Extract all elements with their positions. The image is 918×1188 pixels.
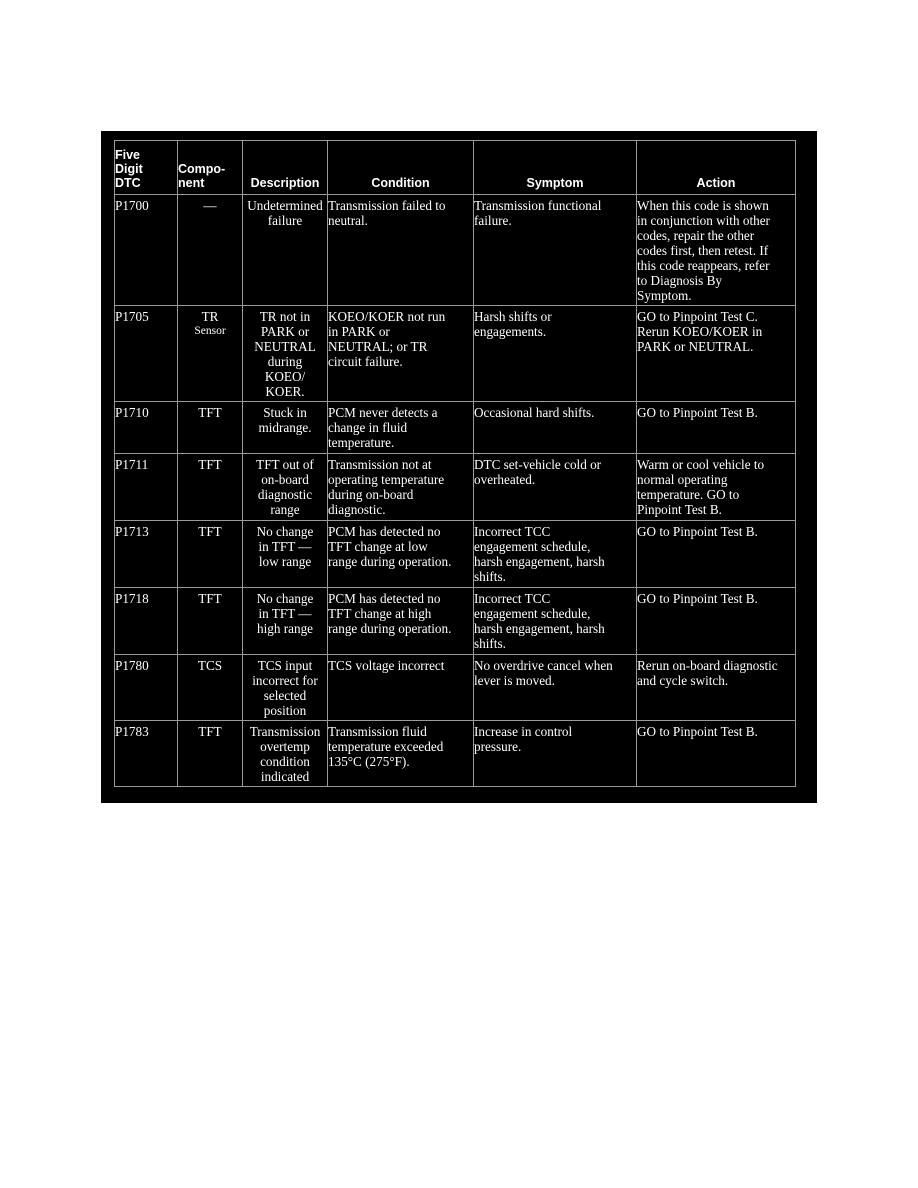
cell-action <box>637 402 796 454</box>
cell-description-line: condition <box>260 754 310 769</box>
cell-symptom-line: overheated. <box>474 472 536 487</box>
cell-action <box>637 306 796 402</box>
cell-action <box>637 521 796 588</box>
cell-action <box>637 195 796 306</box>
cell-component-line: TFT <box>198 591 222 606</box>
cell-description-line: KOER. <box>265 384 305 399</box>
cell-action-line: GO to Pinpoint Test C. <box>637 309 758 324</box>
cell-component <box>178 454 243 521</box>
cell-component-line: TFT <box>198 524 222 539</box>
cell-description-line: indicated <box>260 769 310 784</box>
cell-component <box>178 655 243 721</box>
cell-component <box>178 306 243 402</box>
table-body <box>115 195 796 787</box>
header-action: Action <box>637 141 796 195</box>
cell-description-line: No change <box>256 524 314 539</box>
cell-condition-line: 135°C (275°F). <box>328 754 410 769</box>
cell-symptom <box>474 306 637 402</box>
cell-symptom <box>474 454 637 521</box>
cell-description <box>243 306 328 402</box>
cell-description-line: low range <box>258 554 312 569</box>
cell-description-line: TFT out of <box>256 457 314 472</box>
header-dtc <box>115 141 178 195</box>
cell-condition-line: KOEO/KOER not run <box>328 309 446 324</box>
cell-condition-line: PCM has detected no <box>328 524 441 539</box>
cell-symptom <box>474 588 637 655</box>
cell-description-line: position <box>263 703 307 718</box>
cell-action <box>637 454 796 521</box>
cell-condition <box>328 588 474 655</box>
cell-action-line: codes, repair the other <box>637 228 755 243</box>
cell-symptom <box>474 655 637 721</box>
table-row <box>115 721 796 787</box>
header-component-line: nent <box>178 176 205 190</box>
cell-component <box>178 721 243 787</box>
cell-condition <box>328 721 474 787</box>
header-condition: Condition <box>328 141 474 195</box>
cell-action-line: to Diagnosis By <box>637 273 722 288</box>
table-row <box>115 454 796 521</box>
cell-action-line: GO to Pinpoint Test B. <box>637 724 758 739</box>
cell-symptom-line: failure. <box>474 213 512 228</box>
cell-description-line: high range <box>256 621 314 636</box>
cell-symptom-line: lever is moved. <box>474 673 555 688</box>
cell-condition-line: during on-board <box>328 487 414 502</box>
table-row <box>115 521 796 588</box>
cell-dtc: P1700 <box>115 195 178 306</box>
cell-description-line: midrange. <box>258 420 312 435</box>
cell-symptom-line: Incorrect TCC <box>474 591 551 606</box>
dtc-table <box>114 140 796 787</box>
cell-symptom-line: shifts. <box>474 636 506 651</box>
cell-description <box>243 195 328 306</box>
cell-symptom-line: harsh engagement, harsh <box>474 621 605 636</box>
cell-symptom-line: engagements. <box>474 324 547 339</box>
cell-action-line: Rerun KOEO/KOER in <box>637 324 763 339</box>
header-component <box>178 141 243 195</box>
cell-description-line: Transmission <box>249 724 321 739</box>
cell-dtc: P1718 <box>115 588 178 655</box>
cell-description-line: range <box>270 502 300 517</box>
cell-symptom-line: Increase in control <box>474 724 573 739</box>
cell-symptom-line: pressure. <box>474 739 522 754</box>
cell-symptom-line: harsh engagement, harsh <box>474 554 605 569</box>
cell-symptom-line: DTC set-vehicle cold or <box>474 457 602 472</box>
cell-description-line: No change <box>256 591 314 606</box>
header-component-line: Compo- <box>178 162 226 176</box>
cell-description-line: TR not in <box>259 309 311 324</box>
cell-symptom-line: engagement schedule, <box>474 539 591 554</box>
cell-condition <box>328 521 474 588</box>
cell-description-line: Stuck in <box>263 405 307 420</box>
header-dtc-line: Digit <box>115 162 143 176</box>
cell-symptom-line: Occasional hard shifts. <box>474 405 595 420</box>
cell-description-line: in TFT — <box>258 606 312 621</box>
cell-condition <box>328 195 474 306</box>
cell-condition-line: TFT change at high <box>328 606 432 621</box>
cell-symptom-line: No overdrive cancel when <box>474 658 613 673</box>
cell-symptom-line: engagement schedule, <box>474 606 591 621</box>
cell-condition-line: temperature exceeded <box>328 739 444 754</box>
cell-dtc: P1783 <box>115 721 178 787</box>
cell-condition-line: range during operation. <box>328 554 452 569</box>
header-row <box>115 141 796 195</box>
cell-component-line: — <box>203 198 217 213</box>
header-dtc-line: Five <box>115 148 141 162</box>
cell-component-line: Sensor <box>194 325 226 337</box>
cell-dtc: P1780 <box>115 655 178 721</box>
cell-symptom-line: Transmission functional <box>474 198 602 213</box>
cell-dtc: P1713 <box>115 521 178 588</box>
cell-action-line: Warm or cool vehicle to <box>637 457 765 472</box>
cell-action-line: normal operating <box>637 472 728 487</box>
cell-condition-line: PCM never detects a <box>328 405 438 420</box>
cell-description <box>243 721 328 787</box>
cell-condition-line: PCM has detected no <box>328 591 441 606</box>
cell-condition-line: Transmission fluid <box>328 724 427 739</box>
cell-condition-line: circuit failure. <box>328 354 403 369</box>
cell-description-line: during <box>267 354 303 369</box>
cell-component <box>178 195 243 306</box>
cell-dtc: P1710 <box>115 402 178 454</box>
cell-dtc: P1705 <box>115 306 178 402</box>
cell-condition-line: Transmission not at <box>328 457 432 472</box>
cell-action-line: in conjunction with other <box>637 213 770 228</box>
cell-component-line: TR <box>201 309 219 324</box>
cell-action <box>637 588 796 655</box>
table-row <box>115 195 796 306</box>
cell-description-line: TCS input <box>257 658 313 673</box>
cell-component-line: TFT <box>198 405 222 420</box>
cell-description-line: selected <box>263 688 307 703</box>
cell-condition-line: neutral. <box>328 213 368 228</box>
cell-condition-line: Transmission failed to <box>328 198 446 213</box>
cell-description <box>243 521 328 588</box>
cell-symptom <box>474 721 637 787</box>
table-row <box>115 588 796 655</box>
cell-component-line: TFT <box>198 724 222 739</box>
cell-description-line: NEUTRAL <box>254 339 316 354</box>
cell-condition <box>328 402 474 454</box>
table-row <box>115 402 796 454</box>
cell-component <box>178 588 243 655</box>
cell-condition-line: NEUTRAL; or TR <box>328 339 428 354</box>
cell-action <box>637 655 796 721</box>
cell-description-line: in TFT — <box>258 539 312 554</box>
cell-condition-line: change in fluid <box>328 420 408 435</box>
cell-description-line: KOEO/ <box>264 369 306 384</box>
cell-action-line: GO to Pinpoint Test B. <box>637 405 758 420</box>
cell-description-line: incorrect for <box>252 673 318 688</box>
cell-component-line: TFT <box>198 457 222 472</box>
cell-description <box>243 402 328 454</box>
cell-symptom-line: shifts. <box>474 569 506 584</box>
cell-action <box>637 721 796 787</box>
cell-component <box>178 402 243 454</box>
cell-action-line: PARK or NEUTRAL. <box>637 339 754 354</box>
table-panel <box>101 131 817 803</box>
cell-description <box>243 655 328 721</box>
cell-condition-line: TCS voltage incorrect <box>328 658 445 673</box>
cell-action-line: Pinpoint Test B. <box>637 502 722 517</box>
cell-condition-line: diagnostic. <box>328 502 386 517</box>
cell-description <box>243 588 328 655</box>
cell-symptom <box>474 521 637 588</box>
cell-condition-line: operating temperature <box>328 472 445 487</box>
cell-description-line: overtemp <box>260 739 310 754</box>
cell-component <box>178 521 243 588</box>
header-symptom: Symptom <box>474 141 637 195</box>
cell-description-line: Undetermined <box>247 198 323 213</box>
cell-condition <box>328 306 474 402</box>
cell-symptom <box>474 195 637 306</box>
cell-action-line: Symptom. <box>637 288 692 303</box>
header-dtc-line: DTC <box>115 176 141 190</box>
cell-action-line: GO to Pinpoint Test B. <box>637 524 758 539</box>
cell-action-line: codes first, then retest. If <box>637 243 769 258</box>
cell-description-line: on-board <box>261 472 309 487</box>
cell-symptom-line: Harsh shifts or <box>474 309 552 324</box>
table-row <box>115 306 796 402</box>
cell-action-line: temperature. GO to <box>637 487 740 502</box>
table-row <box>115 655 796 721</box>
cell-action-line: this code reappears, refer <box>637 258 770 273</box>
cell-description <box>243 454 328 521</box>
cell-condition <box>328 454 474 521</box>
header-description: Description <box>243 141 328 195</box>
cell-dtc: P1711 <box>115 454 178 521</box>
cell-description-line: PARK or <box>260 324 310 339</box>
cell-component-line: TCS <box>197 658 223 673</box>
cell-condition-line: in PARK or <box>328 324 390 339</box>
cell-action-line: Rerun on-board diagnostic <box>637 658 778 673</box>
cell-symptom-line: Incorrect TCC <box>474 524 551 539</box>
cell-action-line: When this code is shown <box>637 198 769 213</box>
cell-condition-line: TFT change at low <box>328 539 428 554</box>
cell-description-line: diagnostic <box>257 487 313 502</box>
cell-symptom <box>474 402 637 454</box>
cell-action-line: and cycle switch. <box>637 673 729 688</box>
cell-condition-line: range during operation. <box>328 621 452 636</box>
cell-condition <box>328 655 474 721</box>
cell-condition-line: temperature. <box>328 435 395 450</box>
cell-action-line: GO to Pinpoint Test B. <box>637 591 758 606</box>
cell-description-line: failure <box>267 213 303 228</box>
